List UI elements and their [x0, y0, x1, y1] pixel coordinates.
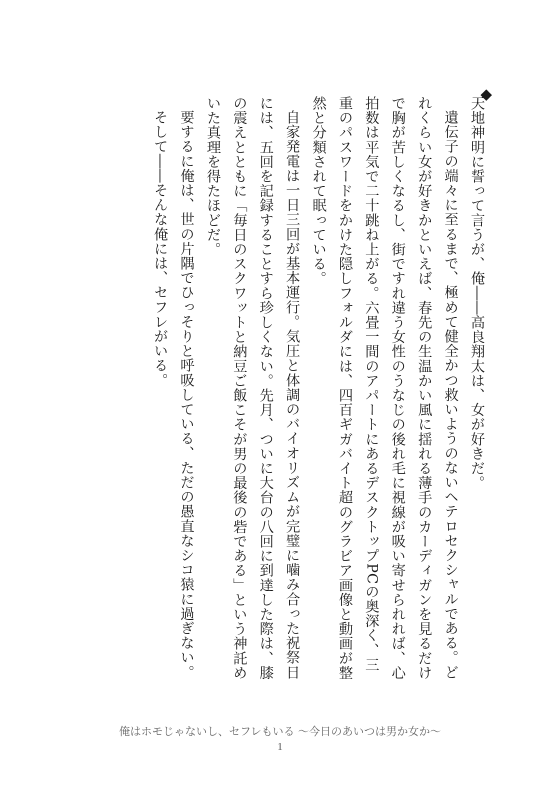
section-marker: ◆ — [480, 85, 492, 103]
paragraph-2: 遺伝子の端々に至るまで、極めて健全かつ救いようのないヘテロセクシャルである。どれくらい女が好きかといえば、春先の生温かい風に揺れる薄手のカーディガンを見るだけで胸が苦しくなるし、街ですれ違う女性のうなじの後れ毛に視線が吸い寄せられれば、心拍数は平気で二十跳ね上がる。六畳一間のアパートにあるデスクトップPCの奥深く、三重のパスワードをかけた隠しフォルダには、四百ギガバイト超のグラビア画像と動画が整然と分類されて眠っている。 — [310, 96, 459, 680]
body-text — [147, 96, 490, 686]
running-footer: 俺はホモじゃないし、セフレもいる 〜今日のあいつは男か女か〜 — [118, 725, 442, 738]
paragraph-5: そして――そんな俺には、セフレがいる。 — [152, 110, 169, 388]
page-number: 1 — [277, 741, 283, 753]
paragraph-3: 自家発電は一日三回が基本運行。気圧と体調のバイオリズムが完璧に噛み合った祝祭日には、五回を記録することすら珍しくない。先月、ついに大台の八回に到達した際は、膝の震えとともに「毎日のスクワットと納豆ご飯こそが男の最後の砦である」という神託めいた真理を得たほどだ。 — [204, 96, 301, 680]
paragraph-4: 要するに俺は、世の片隅でひっそりと呼吸している、ただの愚直なシコ猿に過ぎない。 — [178, 110, 195, 680]
paragraph-1: 天地神明に誓って言うが、俺――高良翔太は、女が好きだ。 — [469, 96, 485, 491]
